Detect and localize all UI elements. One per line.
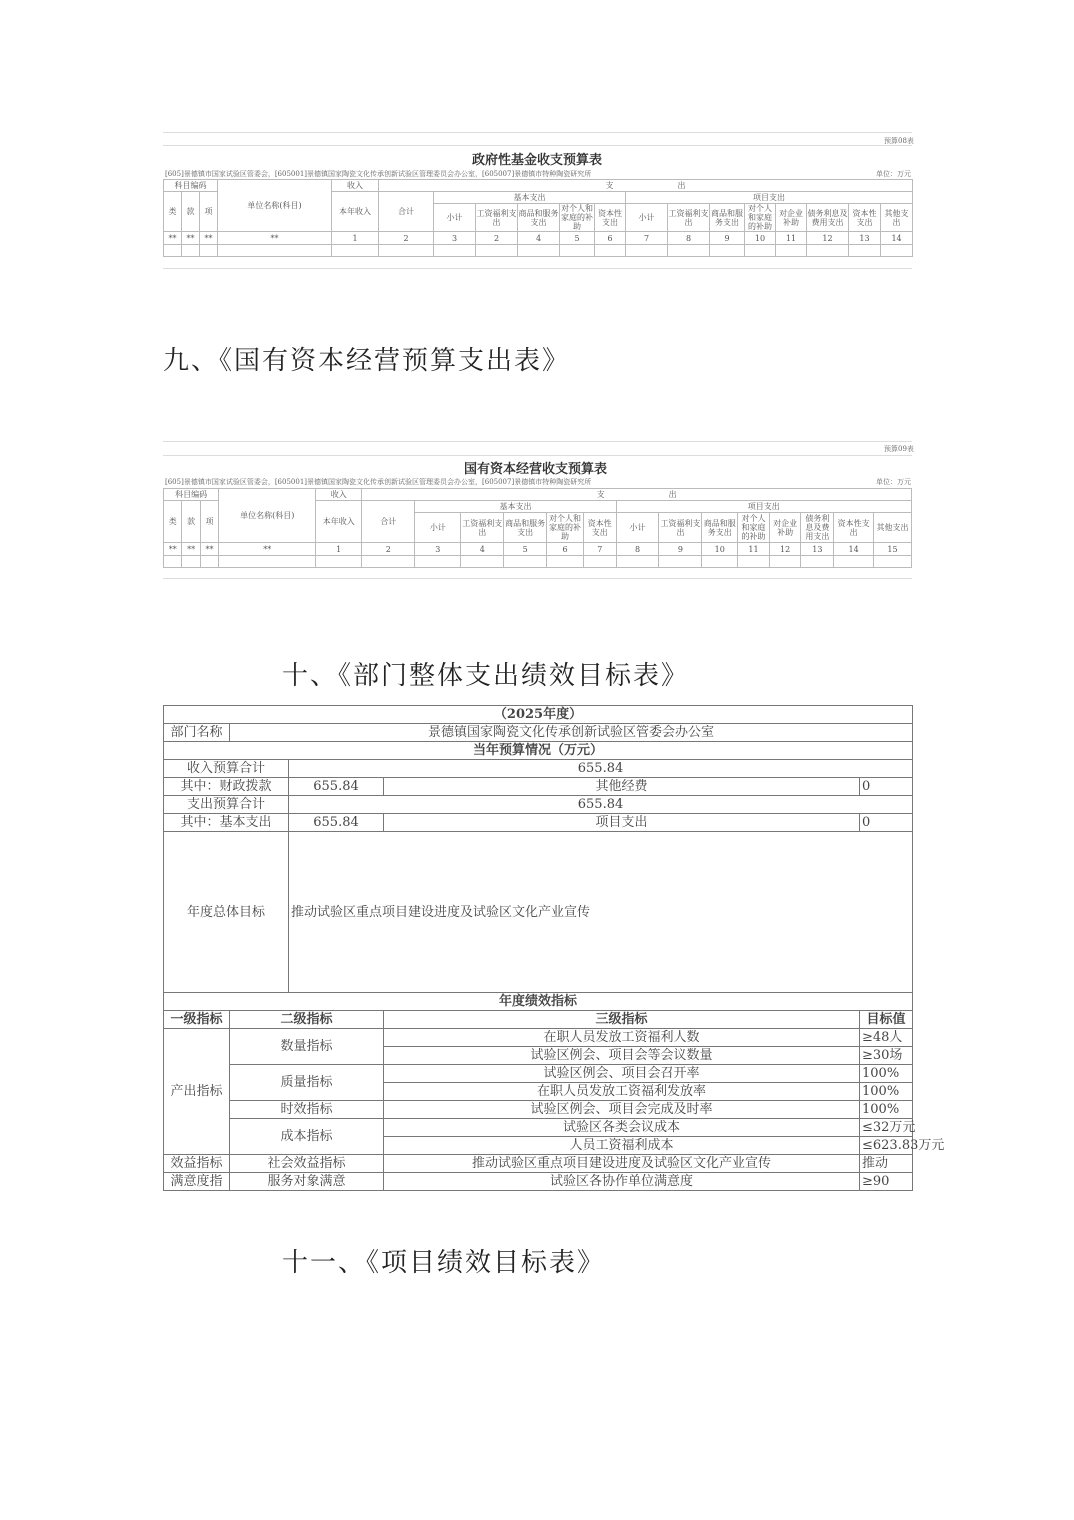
t9-h-p-subtotal: 小计 xyxy=(616,513,659,543)
t8-h-p-other: 其他支出 xyxy=(881,204,913,232)
performance-table xyxy=(163,705,945,1191)
perf-q9: 试验区各协作单位满意度 xyxy=(384,1173,860,1191)
perf-col4: 目标值 xyxy=(860,1011,913,1029)
perf-dept-label: 部门名称 xyxy=(164,724,230,742)
t9-h-name: 单位名称(科目) xyxy=(219,489,316,543)
table8-unit: 单位：万元 xyxy=(876,170,911,178)
t8-idx: 14 xyxy=(881,232,913,245)
t8-idx: 1 xyxy=(332,232,379,245)
t9-idx: 9 xyxy=(659,543,702,556)
perf-q6: 试验区各类会议成本 xyxy=(384,1119,860,1137)
table9-code: 预算09表 xyxy=(884,445,914,453)
t8-h-income: 收入 xyxy=(332,180,379,192)
t8-h-kuan: 款 xyxy=(182,192,200,232)
t9-h-p-enterprise: 对企业补助 xyxy=(769,513,801,543)
t8-idx: 7 xyxy=(626,232,668,245)
perf-v6: ≤32万元 xyxy=(860,1119,913,1137)
t9-idx: ** xyxy=(219,543,316,556)
t9-index-row xyxy=(164,543,912,556)
t8-h-p-enterprise: 对企业补助 xyxy=(776,204,807,232)
t9-h-p-debt: 债务利息及费用支出 xyxy=(801,513,834,543)
t8-h-p-debt: 债务利息及费用支出 xyxy=(807,204,849,232)
t9-h-total: 合计 xyxy=(362,501,415,543)
perf-timely-label: 时效指标 xyxy=(230,1101,384,1119)
table9-unit: 单位：万元 xyxy=(876,478,911,486)
t8-h-capital: 资本性支出 xyxy=(595,204,626,232)
perf-goal-label: 年度总体目标 xyxy=(164,832,289,993)
perf-project-value: 0 xyxy=(860,814,913,832)
perf-v1: ≥48人 xyxy=(860,1029,913,1047)
t9-idx: 7 xyxy=(583,543,616,556)
t9-idx: ** xyxy=(164,543,182,556)
perf-kpi-header: 年度绩效指标 xyxy=(164,993,913,1011)
perf-v7: ≤623.83万元 xyxy=(860,1137,913,1155)
t8-h-p-capital: 资本性支出 xyxy=(849,204,881,232)
perf-q5: 试验区例会、项目会完成及时率 xyxy=(384,1101,860,1119)
perf-goal-text: 推动试验区重点项目建设进度及试验区文化产业宣传 xyxy=(289,832,913,993)
perf-basic-label: 其中：基本支出 xyxy=(164,814,289,832)
t8-h-p-wage: 工资福利支出 xyxy=(668,204,710,232)
t8-h-lei: 类 xyxy=(164,192,182,232)
t9-h-wage: 工资福利支出 xyxy=(461,513,504,543)
t9-idx: 3 xyxy=(415,543,461,556)
t8-empty-row xyxy=(164,245,913,257)
table8-code: 预算08表 xyxy=(884,137,914,145)
table9-units-line: [605]景德镇市国家试验区管委会，[605001]景德镇国家陶瓷文化传承创新试验区管理委员会办公室，[605007]景德镇市特种陶瓷研究所 xyxy=(165,478,592,486)
perf-cost-label: 成本指标 xyxy=(230,1119,384,1155)
perf-basic-value: 655.84 xyxy=(289,814,384,832)
t8-h-p-personal: 对个人和家庭的补助 xyxy=(745,204,776,232)
t9-idx: 6 xyxy=(547,543,584,556)
t8-h-personal: 对个人和家庭的补助 xyxy=(561,204,593,231)
t9-h-subtotal: 小计 xyxy=(415,513,461,543)
t8-idx: 6 xyxy=(595,232,626,245)
t8-idx: 11 xyxy=(776,232,807,245)
t8-idx: ** xyxy=(164,232,182,245)
t9-idx: 2 xyxy=(362,543,415,556)
t9-h-p-goods: 商品和服务支出 xyxy=(702,513,738,543)
t9-idx: 5 xyxy=(504,543,547,556)
perf-budget-header: 当年预算情况（万元） xyxy=(164,742,913,760)
t8-h-p-subtotal: 小计 xyxy=(626,204,668,232)
perf-expense-total-label: 支出预算合计 xyxy=(164,796,289,814)
perf-q8: 推动试验区重点项目建设进度及试验区文化产业宣传 xyxy=(384,1155,860,1173)
table9-title: 国有资本经营收支预算表 xyxy=(464,462,608,477)
t8-idx: 10 xyxy=(745,232,776,245)
t9-idx: 12 xyxy=(769,543,801,556)
perf-project-label: 项目支出 xyxy=(384,814,860,832)
perf-year: （2025年度） xyxy=(164,706,913,724)
t9-h-p-wage: 工资福利支出 xyxy=(659,513,702,543)
t9-h-personal: 对个人和家庭的补助 xyxy=(547,513,584,543)
perf-v4: 100% xyxy=(860,1083,913,1101)
t9-h-p-personal: 对个人和家庭的补助 xyxy=(738,513,770,543)
perf-fiscal-label: 其中：财政拨款 xyxy=(164,778,289,796)
t8-h-expense: 支 出 xyxy=(379,180,913,192)
perf-income-total-label: 收入预算合计 xyxy=(164,760,289,778)
t9-h-kuan: 款 xyxy=(182,501,200,543)
t8-h-subtotal: 小计 xyxy=(434,204,476,232)
perf-dept-name: 景德镇国家陶瓷文化传承创新试验区管委会办公室 xyxy=(230,724,913,742)
perf-service-label: 服务对象满意 xyxy=(230,1173,384,1191)
perf-col1: 一级指标 xyxy=(164,1011,230,1029)
perf-expense-total: 655.84 xyxy=(289,796,913,814)
t9-idx: ** xyxy=(200,543,218,556)
t9-h-code: 科目编码 xyxy=(164,489,219,501)
perf-other-value: 0 xyxy=(860,778,913,796)
t9-h-project: 项目支出 xyxy=(616,501,911,513)
t8-h-basic: 基本支出 xyxy=(434,192,626,204)
t8-h-p-goods: 商品和服务支出 xyxy=(710,204,745,232)
t9-idx: 15 xyxy=(874,543,912,556)
table8-units-line: [605]景德镇市国家试验区管委会，[605001]景德镇国家陶瓷文化传承创新试验区管理委员会办公室，[605007]景德镇市特种陶瓷研究所 xyxy=(165,170,592,178)
section11-title: 十一、《项目绩效目标表》 xyxy=(282,1248,606,1278)
t9-h-capital: 资本性支出 xyxy=(583,513,616,543)
t9-idx: 1 xyxy=(316,543,362,556)
t9-idx: 10 xyxy=(702,543,738,556)
t9-empty-row xyxy=(164,556,912,568)
t8-idx: 8 xyxy=(668,232,710,245)
t8-idx: 5 xyxy=(560,232,595,245)
perf-fiscal-value: 655.84 xyxy=(289,778,384,796)
t8-idx: ** xyxy=(182,232,200,245)
t9-h-lei: 类 xyxy=(164,501,182,543)
perf-q1: 在职人员发放工资福利人数 xyxy=(384,1029,860,1047)
t9-idx: ** xyxy=(182,543,200,556)
table9 xyxy=(163,488,912,568)
perf-income-total: 655.84 xyxy=(289,760,913,778)
perf-v9: ≥90 xyxy=(860,1173,913,1191)
section10-title: 十、《部门整体支出绩效目标表》 xyxy=(282,661,690,691)
t8-idx: 9 xyxy=(710,232,745,245)
t8-idx: 2 xyxy=(476,232,518,245)
perf-quantity-label: 数量指标 xyxy=(230,1029,384,1065)
perf-v8: 推动 xyxy=(860,1155,913,1173)
t8-idx: 3 xyxy=(434,232,476,245)
t9-idx: 13 xyxy=(801,543,834,556)
t8-h-total: 合计 xyxy=(379,192,434,232)
t9-idx: 8 xyxy=(616,543,659,556)
t8-h-name: 单位名称(科目) xyxy=(218,180,332,232)
perf-q2: 试验区例会、项目会等会议数量 xyxy=(384,1047,860,1065)
perf-col3: 三级指标 xyxy=(384,1011,860,1029)
t8-idx: ** xyxy=(218,232,332,245)
t8-idx: 13 xyxy=(849,232,881,245)
t9-h-expense: 支 出 xyxy=(362,489,912,501)
perf-v2: ≥30场 xyxy=(860,1047,913,1065)
t9-idx: 4 xyxy=(461,543,504,556)
perf-social-label: 社会效益指标 xyxy=(230,1155,384,1173)
perf-satisfaction-label: 满意度指 xyxy=(164,1173,230,1191)
t8-idx: ** xyxy=(200,232,218,245)
t8-idx: 4 xyxy=(518,232,560,245)
perf-q7: 人员工资福利成本 xyxy=(384,1137,860,1155)
perf-q4: 在职人员发放工资福利发放率 xyxy=(384,1083,860,1101)
t8-index-row xyxy=(164,232,913,245)
t9-idx: 11 xyxy=(738,543,770,556)
perf-quality-label: 质量指标 xyxy=(230,1065,384,1101)
section9-title: 九、《国有资本经营预算支出表》 xyxy=(163,346,571,376)
table8-title: 政府性基金收支预算表 xyxy=(472,153,603,168)
perf-v3: 100% xyxy=(860,1065,913,1083)
t8-h-year-income: 本年收入 xyxy=(332,192,379,232)
t8-h-code: 科目编码 xyxy=(164,180,218,192)
t9-idx: 14 xyxy=(834,543,874,556)
perf-col2: 二级指标 xyxy=(230,1011,384,1029)
t9-h-p-other: 其他支出 xyxy=(874,513,912,543)
t8-h-wage: 工资福利支出 xyxy=(476,204,518,232)
t8-idx: 2 xyxy=(379,232,434,245)
t9-h-xiang: 项 xyxy=(200,501,218,543)
t9-h-p-capital: 资本性支出 xyxy=(834,513,874,543)
perf-output-label: 产出指标 xyxy=(164,1029,230,1155)
t9-h-basic: 基本支出 xyxy=(415,501,616,513)
t8-h-xiang: 项 xyxy=(200,192,218,232)
table8 xyxy=(163,179,913,257)
perf-benefit-label: 效益指标 xyxy=(164,1155,230,1173)
t9-h-income: 收入 xyxy=(316,489,362,501)
perf-q3: 试验区例会、项目会召开率 xyxy=(384,1065,860,1083)
t8-h-project: 项目支出 xyxy=(626,192,913,204)
t8-idx: 12 xyxy=(807,232,849,245)
t9-h-goods: 商品和服务支出 xyxy=(504,513,547,543)
t8-h-goods: 商品和服务支出 xyxy=(518,204,560,232)
perf-v5: 100% xyxy=(860,1101,913,1119)
t9-h-year-income: 本年收入 xyxy=(316,501,362,543)
perf-other-label: 其他经费 xyxy=(384,778,860,796)
